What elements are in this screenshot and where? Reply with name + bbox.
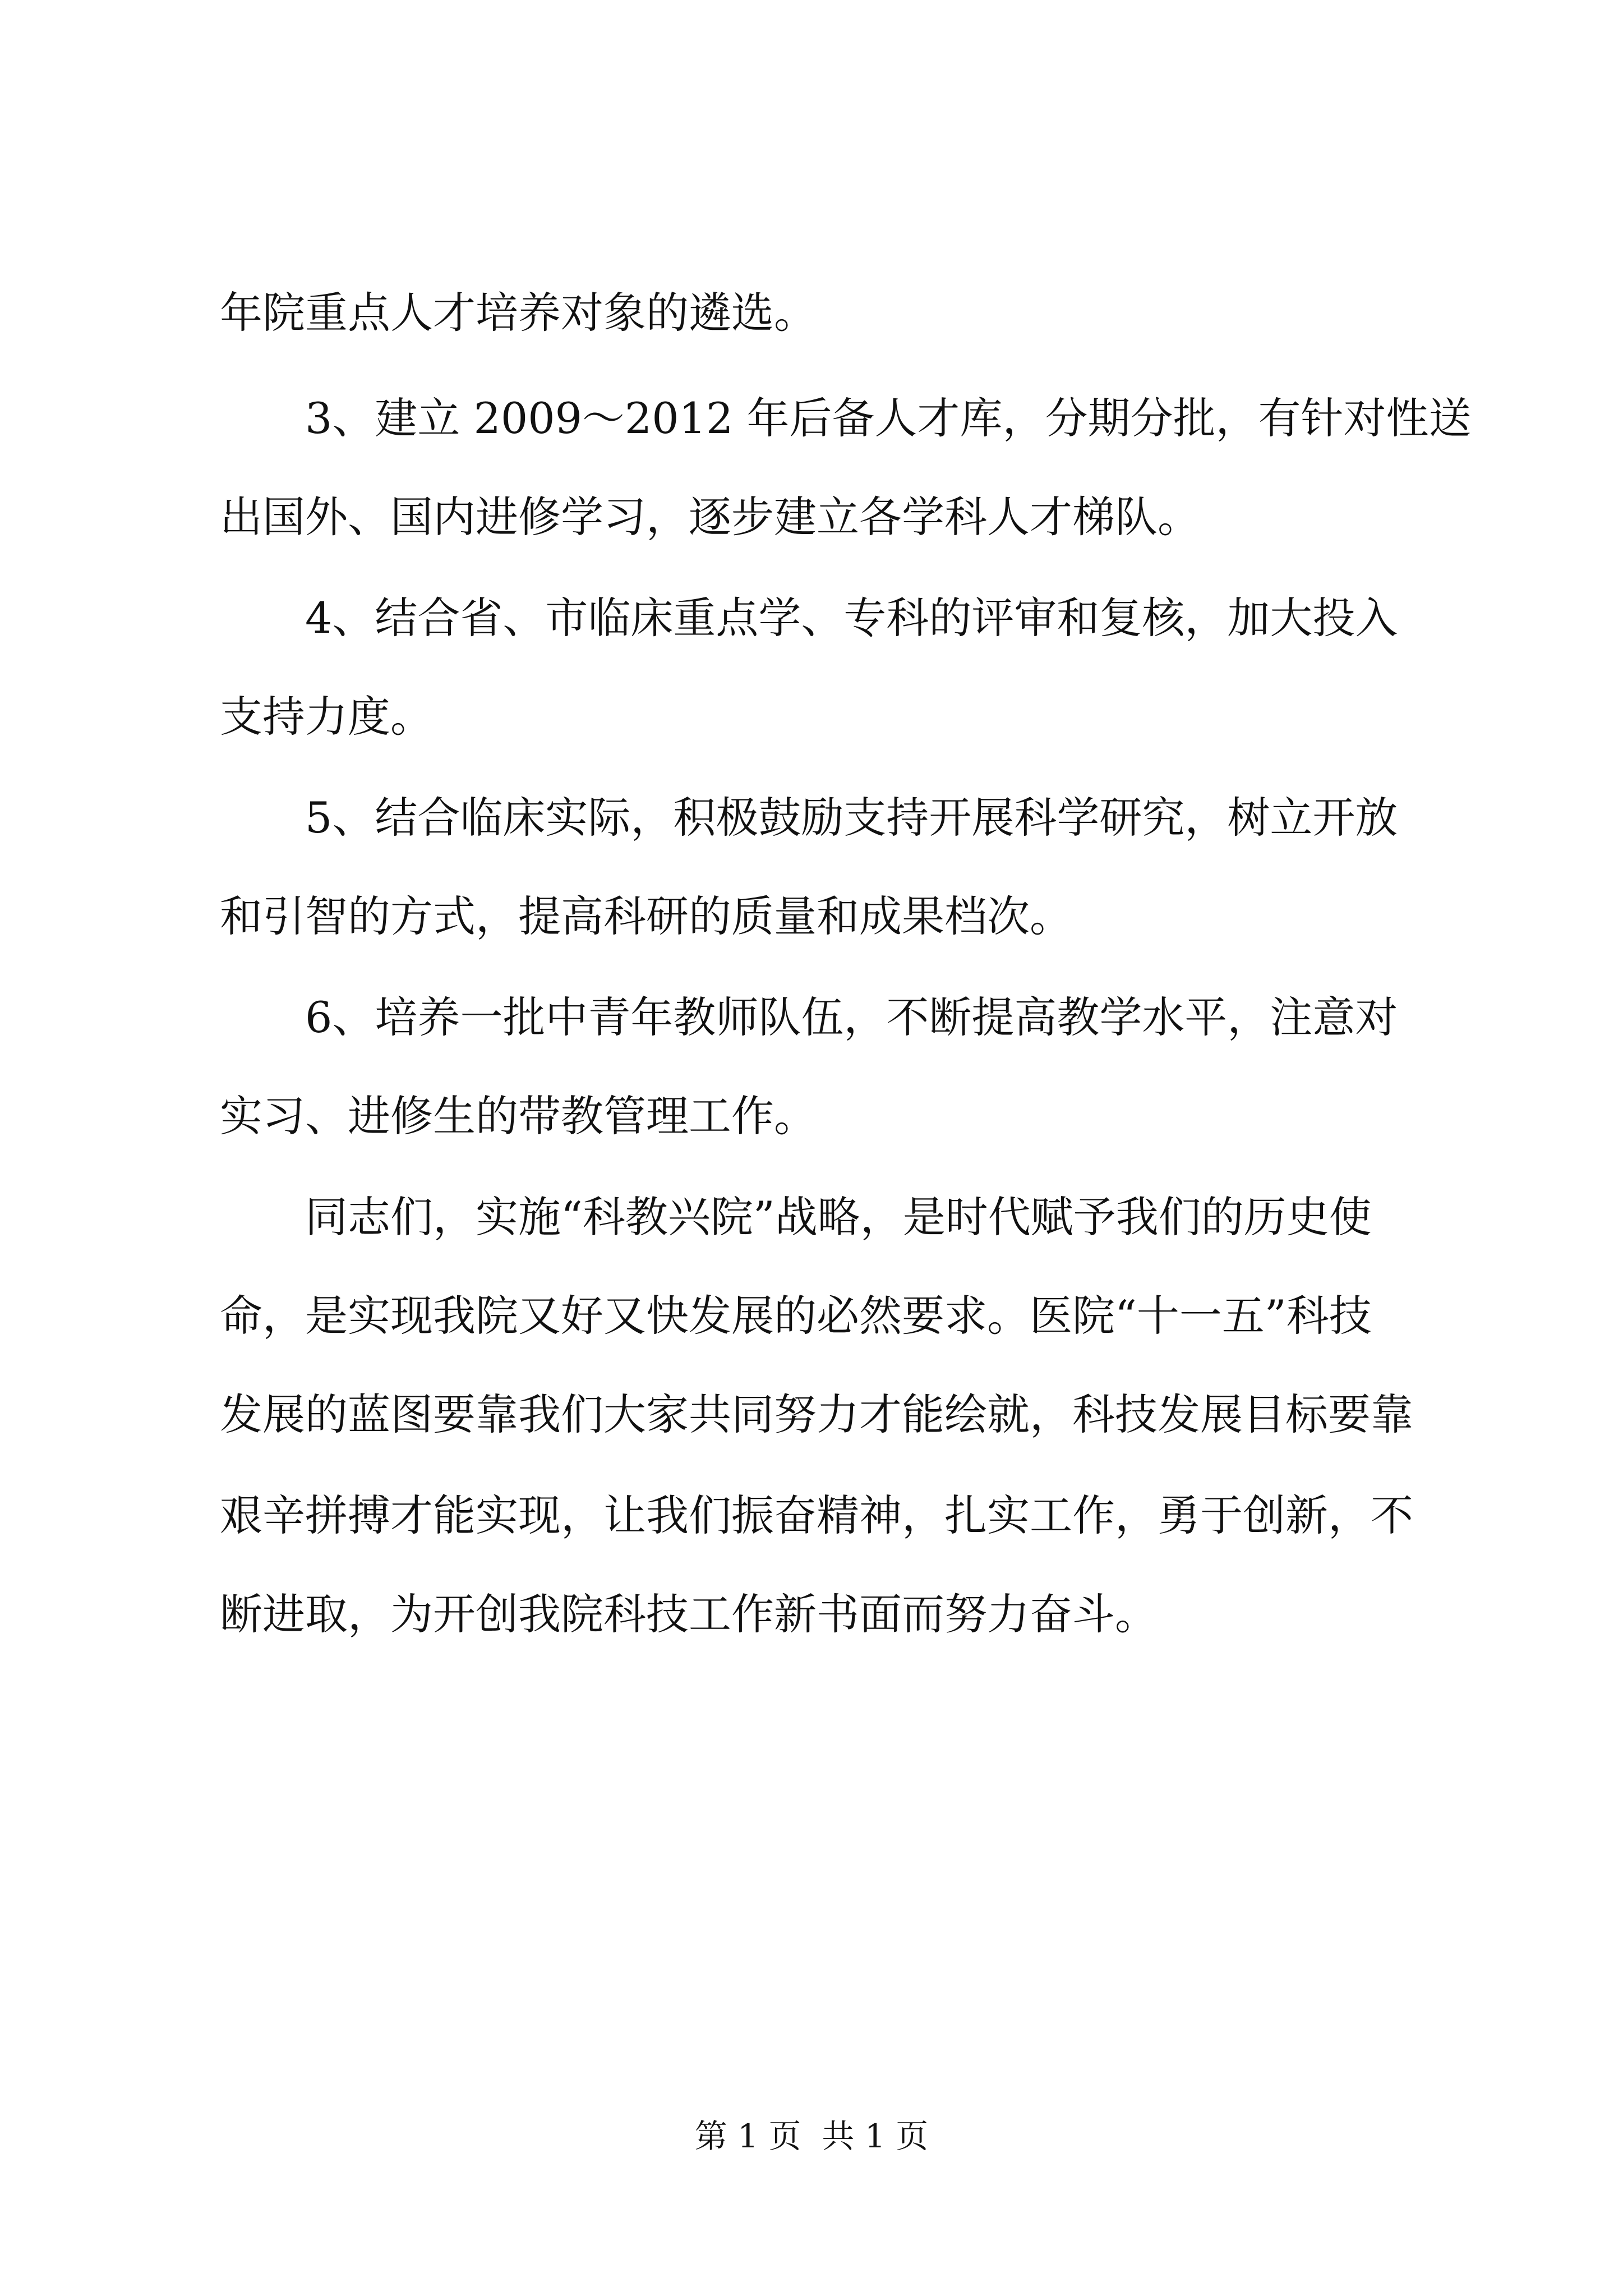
text-line: 命，是实现我院又好又快发展的必然要求。医院“十一五”科技 bbox=[220, 1291, 1372, 1341]
text-line: 年院重点人才培养对象的遴选。 bbox=[220, 288, 817, 338]
text-line: 4、结合省、市临床重点学、专科的评审和复核，加大投入 bbox=[305, 593, 1398, 643]
text-line: 3、建立 2009～2012 年后备人才库，分期分批，有针对性送 bbox=[305, 393, 1472, 443]
text-line: 艰辛拼搏才能实现，让我们振奋精神，扎实工作，勇于创新，不 bbox=[220, 1490, 1413, 1540]
text-line: 6、培养一批中青年教师队伍，不断提高教学水平，注意对 bbox=[305, 992, 1398, 1042]
text-line: 5、结合临床实际，积极鼓励支持开展科学研究，树立开放 bbox=[305, 793, 1398, 843]
text-line: 断进取，为开创我院科技工作新书面而努力奋斗。 bbox=[220, 1589, 1158, 1639]
text-line: 出国外、国内进修学习，逐步建立各学科人才梯队。 bbox=[220, 492, 1200, 542]
text-line: 同志们，实施“科教兴院”战略，是时代赋予我们的历史使 bbox=[305, 1192, 1372, 1242]
text-line: 实习、进修生的带教管理工作。 bbox=[220, 1091, 817, 1141]
text-line: 和引智的方式，提高科研的质量和成果档次。 bbox=[220, 891, 1072, 941]
text-line: 支持力度。 bbox=[220, 692, 433, 742]
text-line: 发展的蓝图要靠我们大家共同努力才能绘就，科技发展目标要靠 bbox=[220, 1389, 1413, 1439]
page-footer: 第 1 页 共 1 页 bbox=[694, 2117, 929, 2155]
